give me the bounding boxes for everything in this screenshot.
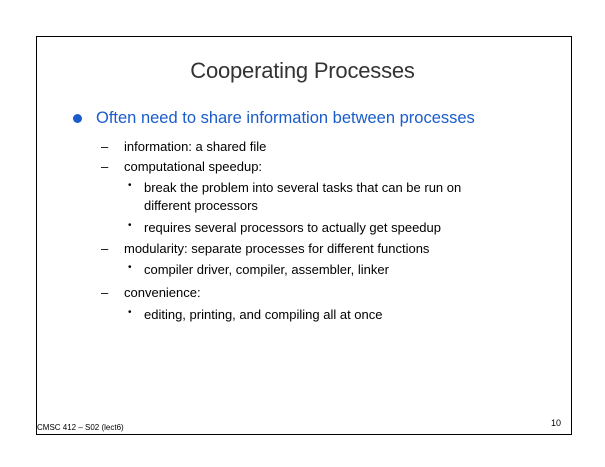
sub-list-item-text: editing, printing, and compiling all at once <box>144 307 383 322</box>
list-item-text: computational speedup: <box>124 159 263 174</box>
sub-bullet-icon: • <box>128 262 132 273</box>
dash-icon: – <box>101 241 109 256</box>
main-bullet-text: Often need to share information between processes <box>96 109 475 127</box>
sub-list-item-text: compiler driver, compiler, assembler, linker <box>144 262 389 277</box>
sub-bullet-icon: • <box>128 307 132 318</box>
sub-list-item-text: break the problem into several tasks that can be run on <box>144 180 462 195</box>
bullet-dot-icon <box>73 114 82 123</box>
sub-bullet-icon: • <box>128 220 132 231</box>
sub-list-item-text: different processors <box>144 198 258 213</box>
list-item-text: convenience: <box>124 285 201 300</box>
slide-title: Cooperating Processes <box>190 58 415 83</box>
sub-list-item-text: requires several processors to actually get speedup <box>144 220 441 235</box>
footer-course: CMSC 412 – S02 (lect6) <box>37 423 124 432</box>
dash-icon: – <box>101 285 109 300</box>
list-item-text: information: a shared file <box>124 139 267 154</box>
list-item-text: modularity: separate processes for different functions <box>124 241 430 256</box>
dash-icon: – <box>101 139 109 154</box>
dash-icon: – <box>101 159 109 174</box>
page-number: 10 <box>551 418 562 428</box>
sub-bullet-icon: • <box>128 180 132 191</box>
